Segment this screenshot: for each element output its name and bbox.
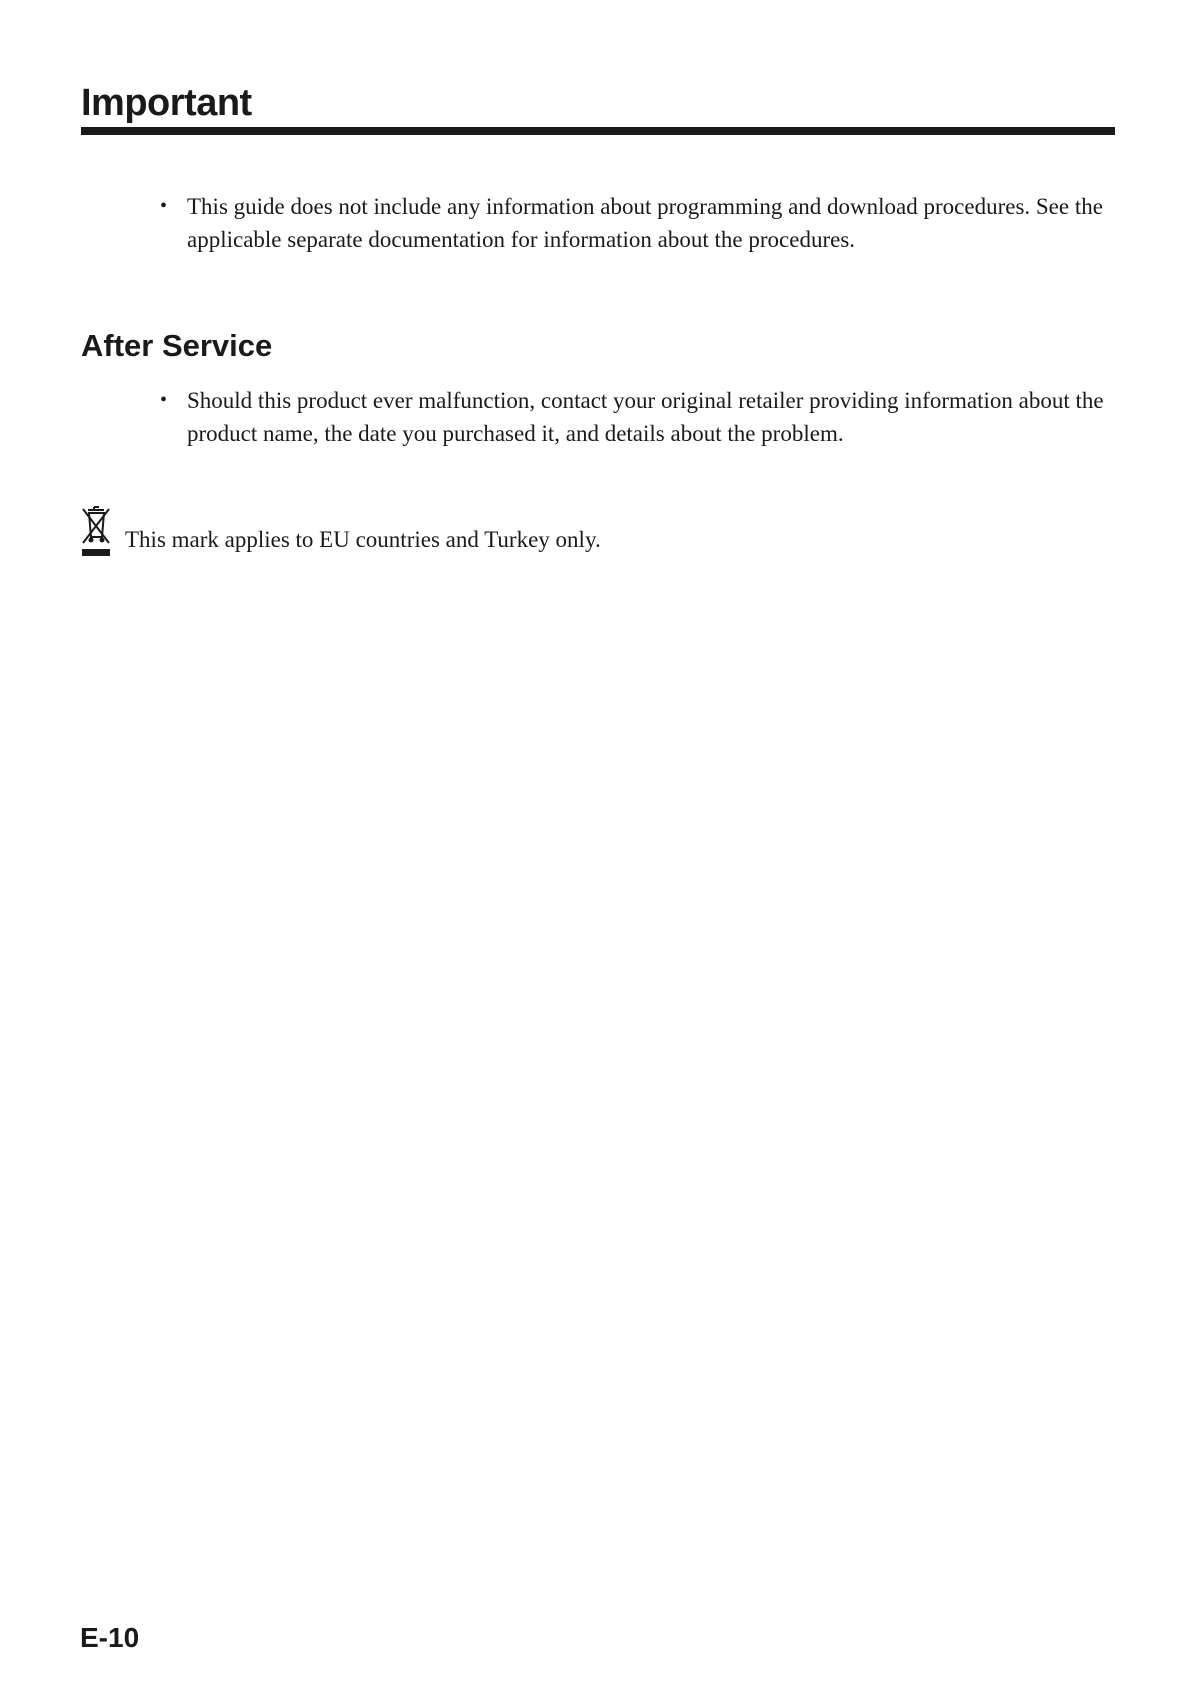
after-service-bullet [160, 384, 1110, 450]
eu-mark-text: This mark applies to EU countries and Turkey only. [125, 527, 601, 552]
eu-mark-note [80, 505, 980, 559]
title-underline [81, 127, 1115, 135]
bullet-dot: • [160, 195, 168, 217]
after-service-bullet-text: Should this product ever malfunction, contact your original retailer providing information about the product name, the date you purchased it, and details about the problem. [187, 388, 1104, 446]
crossed-out-wheelie-bin-icon [80, 505, 112, 559]
page-title: Important [81, 82, 252, 124]
after-service-heading: After Service [81, 328, 273, 363]
bullet-dot: • [160, 389, 168, 411]
important-bullet-text: This guide does not include any information about programming and download procedures. See the applicable separate documentation for information about the procedures. [187, 194, 1103, 252]
page-number: E-10 [80, 1622, 140, 1653]
important-bullet [160, 190, 1110, 256]
